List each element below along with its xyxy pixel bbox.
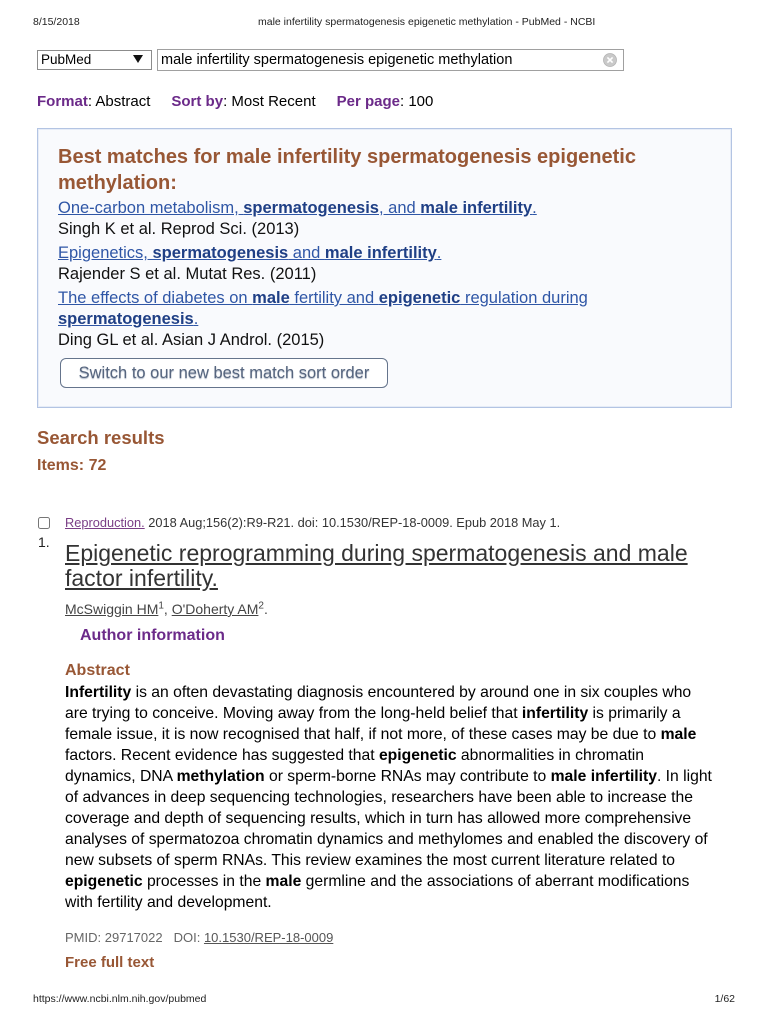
abstract-line xyxy=(65,682,712,703)
abstract-text-run: of advances in deep sequencing technologies, researchers have been able to increase the xyxy=(65,789,693,806)
result-select-checkbox[interactable] xyxy=(38,517,50,529)
abstract-text-run: analyses of spermatozoa chromatin dynamics and methylomes and enabled the discovery of xyxy=(65,831,708,848)
link-keyword[interactable]: male infertility xyxy=(324,244,437,262)
abstract-line xyxy=(65,808,712,829)
journal-link[interactable]: Reproduction. xyxy=(65,515,145,530)
best-match-item xyxy=(58,288,711,351)
print-date: 8/15/2018 xyxy=(33,16,80,28)
print-url: https://www.ncbi.nlm.nih.gov/pubmed xyxy=(33,993,207,1005)
pmid-value: 29717022 xyxy=(104,930,163,945)
abstract-line xyxy=(65,766,712,787)
abstract-keyword: male xyxy=(660,726,697,743)
author-separator: , xyxy=(163,601,172,617)
abstract-text-run: female issue, it is now recognised that half, if not more, of these cases may be due to xyxy=(65,726,661,743)
abstract-keyword: epigenetic xyxy=(65,873,143,890)
abstract-text xyxy=(65,682,712,913)
best-match-item xyxy=(58,198,711,240)
display-settings xyxy=(37,92,433,112)
best-match-title-link[interactable] xyxy=(58,244,441,262)
author-separator: . xyxy=(263,601,268,617)
abstract-text-run: new subsets of sperm RNAs. This review examines the most current literature related to xyxy=(65,852,676,869)
abstract-text-run: is primarily a xyxy=(588,705,681,722)
switch-sort-order-button[interactable]: Switch to our new best match sort order xyxy=(60,358,388,388)
per-page-value[interactable]: 100 xyxy=(408,93,434,110)
per-page-label[interactable]: Per page xyxy=(336,93,400,110)
affiliation-number: 1 xyxy=(158,600,164,612)
print-page-title: male infertility spermatogenesis epigenetic methylation - PubMed - NCBI xyxy=(258,16,596,28)
print-page-number: 1/62 xyxy=(714,993,735,1005)
abstract-text-run: dynamics, DNA xyxy=(65,768,177,785)
abstract-keyword: epigenetic xyxy=(378,747,457,764)
link-keyword[interactable]: epigenetic xyxy=(378,289,461,307)
abstract-line xyxy=(65,745,712,766)
results-count-value: 72 xyxy=(88,457,107,474)
sort-by-value[interactable]: Most Recent xyxy=(231,93,316,110)
author-list xyxy=(65,600,268,618)
abstract-keyword: methylation xyxy=(176,768,265,785)
best-match-citation: Rajender S et al. Mutat Res. (2011) xyxy=(58,265,317,283)
link-text[interactable]: . xyxy=(436,244,442,262)
results-count-label: Items: xyxy=(37,457,85,474)
abstract-keyword: male infertility xyxy=(550,768,657,785)
article-identifiers xyxy=(65,930,333,946)
link-text[interactable]: regulation during xyxy=(460,289,588,307)
abstract-line xyxy=(65,892,712,913)
best-matches-box xyxy=(37,128,732,408)
results-count xyxy=(37,456,106,476)
best-matches-list xyxy=(58,198,711,351)
search-box xyxy=(157,49,624,71)
abstract-text-run: with fertility and development. xyxy=(65,894,272,911)
link-text[interactable]: fertility and xyxy=(289,289,379,307)
best-match-title-link[interactable] xyxy=(58,199,537,217)
abstract-text-run: are trying to conceive. Moving away from the long-held belief that xyxy=(65,705,522,722)
author-link[interactable]: O'Doherty AM xyxy=(171,601,259,617)
link-keyword[interactable]: spermatogenesis xyxy=(243,199,379,217)
abstract-line xyxy=(65,703,712,724)
triangle-down-icon[interactable] xyxy=(133,55,143,63)
best-match-title xyxy=(58,288,711,330)
link-keyword[interactable]: spermatogenesis xyxy=(152,244,289,262)
abstract-text-run: coverage and depth of sequencing results, which in turn has allowed more comprehensive xyxy=(65,810,692,827)
abstract-text-run: . In light xyxy=(656,768,712,785)
sort-by-label[interactable]: Sort by xyxy=(171,93,224,110)
abstract-line xyxy=(65,829,712,850)
link-keyword[interactable]: male infertility xyxy=(420,199,533,217)
clear-search-icon[interactable] xyxy=(603,53,617,67)
search-input[interactable] xyxy=(157,49,624,71)
abstract-keyword: infertility xyxy=(521,705,589,722)
link-text[interactable]: , and xyxy=(378,199,421,217)
format-label[interactable]: Format xyxy=(37,93,88,110)
link-text[interactable]: One-carbon metabolism, xyxy=(58,199,244,217)
doi-link[interactable]: 10.1530/REP-18-0009 xyxy=(203,930,334,945)
best-match-item xyxy=(58,243,711,285)
article-citation xyxy=(65,515,560,531)
abstract-line xyxy=(65,850,712,871)
abstract-text-run: germline and the associations of aberrant modifications xyxy=(301,873,690,890)
abstract-text-run: is an often devastating diagnosis encountered by around one in six couples who xyxy=(131,684,692,701)
link-text[interactable]: Epigenetics, xyxy=(58,244,153,262)
result-number: 1. xyxy=(38,534,50,550)
affiliation-number: 2 xyxy=(258,600,264,612)
free-full-text-link[interactable]: Free full text xyxy=(65,954,155,971)
link-text[interactable]: and xyxy=(288,244,325,262)
search-results-heading: Search results xyxy=(37,427,165,448)
best-match-title-link[interactable] xyxy=(58,289,588,328)
best-matches-heading: Best matches for male infertility spermatogenesis epigenetic methylation: xyxy=(58,146,636,194)
author-information-toggle[interactable]: Author information xyxy=(80,627,225,644)
link-keyword[interactable]: male xyxy=(252,289,290,307)
best-match-citation: Singh K et al. Reprod Sci. (2013) xyxy=(58,220,300,238)
sort-by-setting[interactable] xyxy=(171,92,315,112)
setting-separator: : xyxy=(400,93,409,110)
citation-details: 2018 Aug;156(2):R9-R21. doi: 10.1530/REP-18-0009. Epub 2018 May 1. xyxy=(148,515,561,530)
abstract-text-run: or sperm-borne RNAs may contribute to xyxy=(264,768,551,785)
database-select-value[interactable]: PubMed xyxy=(41,52,92,67)
abstract-line xyxy=(65,871,712,892)
setting-separator: : xyxy=(87,93,96,110)
pmid-label: PMID: xyxy=(65,930,102,945)
link-text[interactable]: . xyxy=(532,199,537,217)
best-match-title xyxy=(58,243,711,264)
link-text[interactable]: . xyxy=(193,310,199,328)
author-link[interactable]: McSwiggin HM xyxy=(65,601,159,617)
best-match-citation: Ding GL et al. Asian J Androl. (2015) xyxy=(58,331,325,349)
format-setting[interactable] xyxy=(37,92,150,112)
abstract-text-run: processes in the xyxy=(142,873,266,890)
abstract-keyword: male xyxy=(265,873,302,890)
abstract-heading: Abstract xyxy=(65,662,130,679)
abstract-text-run: abnormalities in chromatin xyxy=(456,747,645,764)
link-keyword[interactable]: spermatogenesis xyxy=(58,310,194,328)
doi-label: DOI: xyxy=(173,930,201,945)
article-title-link[interactable]: Epigenetic reprogramming during spermatogenesis and male factor infertility. xyxy=(65,540,688,591)
database-select[interactable] xyxy=(37,50,152,70)
link-text[interactable]: The effects of diabetes on xyxy=(58,289,253,307)
per-page-setting[interactable] xyxy=(337,92,434,112)
setting-separator: : xyxy=(223,93,232,110)
abstract-line xyxy=(65,787,712,808)
abstract-line xyxy=(65,724,712,745)
abstract-text-run: factors. Recent evidence has suggested that xyxy=(65,747,379,764)
best-match-title xyxy=(58,198,711,219)
abstract-keyword: Infertility xyxy=(65,684,132,701)
format-value[interactable]: Abstract xyxy=(95,93,151,110)
